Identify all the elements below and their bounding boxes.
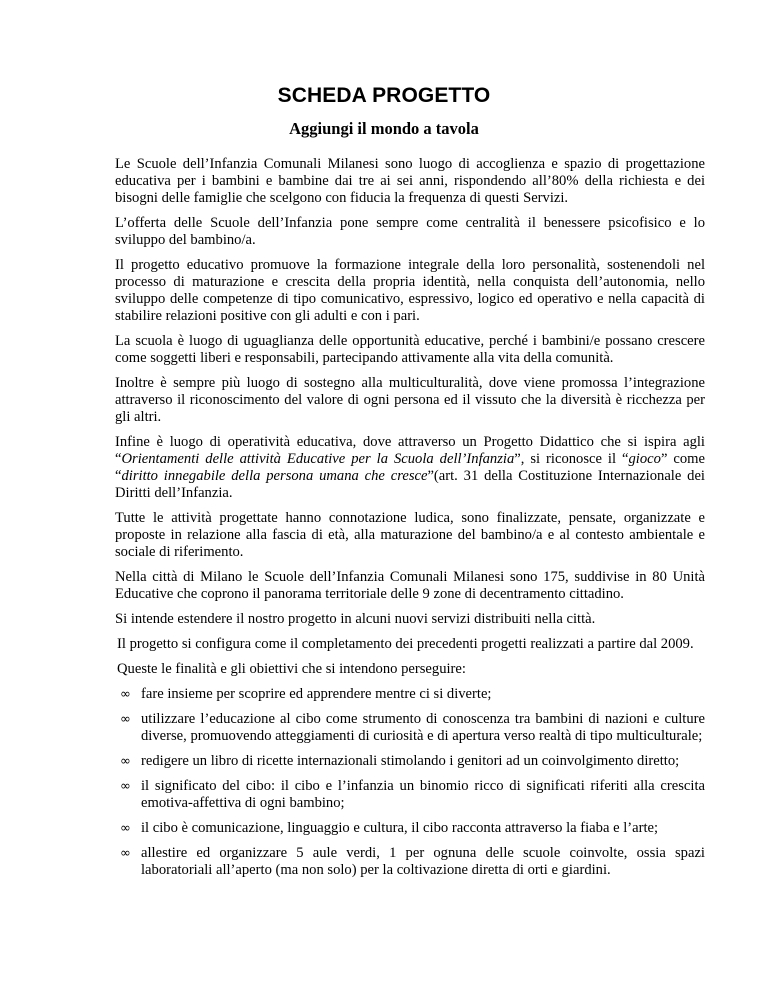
infinity-bullet-icon: ∞ bbox=[120, 687, 131, 702]
p6-text-c: ”, si riconosce il “ bbox=[514, 451, 629, 467]
paragraph-completamento: Il progetto si configura come il completamento dei precedenti progetti realizzati a partire dal 2009. bbox=[117, 636, 694, 652]
goals-list bbox=[115, 686, 705, 879]
paragraph-finalita-intro: Queste le finalità e gli obiettivi che si intendono perseguire: bbox=[117, 661, 466, 677]
infinity-bullet-icon: ∞ bbox=[120, 779, 131, 794]
paragraph-attivita: Tutte le attività progettate hanno connotazione ludica, sono finalizzate, pensate, organizzate e proposte in relazione alla fascia di età, alla maturazione del bambino/a e al contesto ambientale e sociale di riferimento. bbox=[115, 510, 705, 560]
document-body bbox=[115, 156, 705, 887]
paragraph-multiculturalita: Inoltre è sempre più luogo di sostegno alla multiculturalità, dove viene promossa l’integrazione attraverso il riconoscimento del valore di ogni persona ed il vissuto che la diversità è ricchezza per gli altri. bbox=[115, 375, 705, 425]
page-title: SCHEDA PROGETTO bbox=[277, 84, 491, 107]
infinity-bullet-icon: ∞ bbox=[120, 712, 131, 727]
infinity-bullet-icon: ∞ bbox=[120, 821, 131, 836]
p6-text-g: ”(art. 31 della Costituzione Internazionale dei Diritti dell’Infanzia. bbox=[115, 468, 705, 501]
p6-gioco: gioco bbox=[628, 451, 661, 467]
list-item: ∞ allestire ed organizzare 5 aule verdi, 1 per ognuna delle scuole coinvolte, ossia spazi laboratoriali all’aperto (ma non solo) per la coltivazione diretta di orti e giardini. bbox=[120, 845, 705, 878]
paragraph-milano: Nella città di Milano le Scuole dell’Infanzia Comunali Milanesi sono 175, suddivise in 80 Unità Educative che coprono il panorama territoriale delle 9 zone di decentramento cittadino. bbox=[115, 569, 705, 602]
list-item: ∞ utilizzare l’educazione al cibo come strumento di conoscenza tra bambini di nazioni e culture diverse, promuovendo atteggiamenti di curiosità e di apertura verso realtà di tipo multiculturale; bbox=[120, 711, 705, 744]
paragraph-estensione: Si intende estendere il nostro progetto in alcuni nuovi servizi distribuiti nella città. bbox=[115, 611, 596, 627]
paragraph-offerta: L’offerta delle Scuole dell’Infanzia pone sempre come centralità il benessere psicofisico e lo sviluppo del bambino/a. bbox=[115, 215, 705, 248]
p6-text-a: Infine è luogo di operatività educativa, dove attraverso un Progetto Didattico che si ispira agli “ bbox=[115, 434, 705, 467]
p6-diritto: diritto innegabile della persona umana che cresce bbox=[121, 468, 428, 484]
list-item: ∞ redigere un libro di ricette internazionali stimolando i genitori ad un coinvolgimento diretto; bbox=[120, 753, 680, 769]
page-subtitle: Aggiungi il mondo a tavola bbox=[289, 119, 479, 138]
infinity-bullet-icon: ∞ bbox=[120, 754, 131, 769]
paragraph-progetto-educativo: Il progetto educativo promuove la formazione integrale della loro personalità, sostenendoli nel processo di maturazione e crescita della propria identità, nella conquista dell’autonomia, nello sviluppo delle competenze di tipo comunicativo, espressivo, logico ed operativo e nella capacità di stabilire relazioni positive con gli adulti e con i pari. bbox=[115, 257, 705, 324]
p6-orientamenti: Orientamenti delle attività Educative per la Scuola dell’Infanzia bbox=[121, 451, 515, 467]
paragraph-operativita bbox=[115, 434, 705, 502]
infinity-bullet-icon: ∞ bbox=[120, 846, 131, 861]
paragraph-uguaglianza: La scuola è luogo di uguaglianza delle opportunità educative, perché i bambini/e possano crescere come soggetti liberi e responsabili, partecipando attivamente alla vita della comunità. bbox=[115, 333, 705, 366]
p6-text-e: ” come “ bbox=[115, 451, 705, 484]
list-item: ∞ il significato del cibo: il cibo e l’infanzia un binomio ricco di significati riferiti alla crescita emotiva-affettiva di ogni bambino; bbox=[120, 778, 705, 811]
paragraph-intro: Le Scuole dell’Infanzia Comunali Milanesi sono luogo di accoglienza e spazio di progettazione educativa per i bambini e bambine dai tre ai sei anni, rispondendo all’80% della richiesta e dei bisogni delle famiglie che scelgono con fiducia la frequenza di questi Servizi. bbox=[115, 156, 705, 206]
list-item: ∞ il cibo è comunicazione, linguaggio e cultura, il cibo racconta attraverso la fiaba e l’arte; bbox=[120, 820, 659, 836]
list-item: ∞ fare insieme per scoprire ed apprendere mentre ci si diverte; bbox=[120, 686, 492, 702]
